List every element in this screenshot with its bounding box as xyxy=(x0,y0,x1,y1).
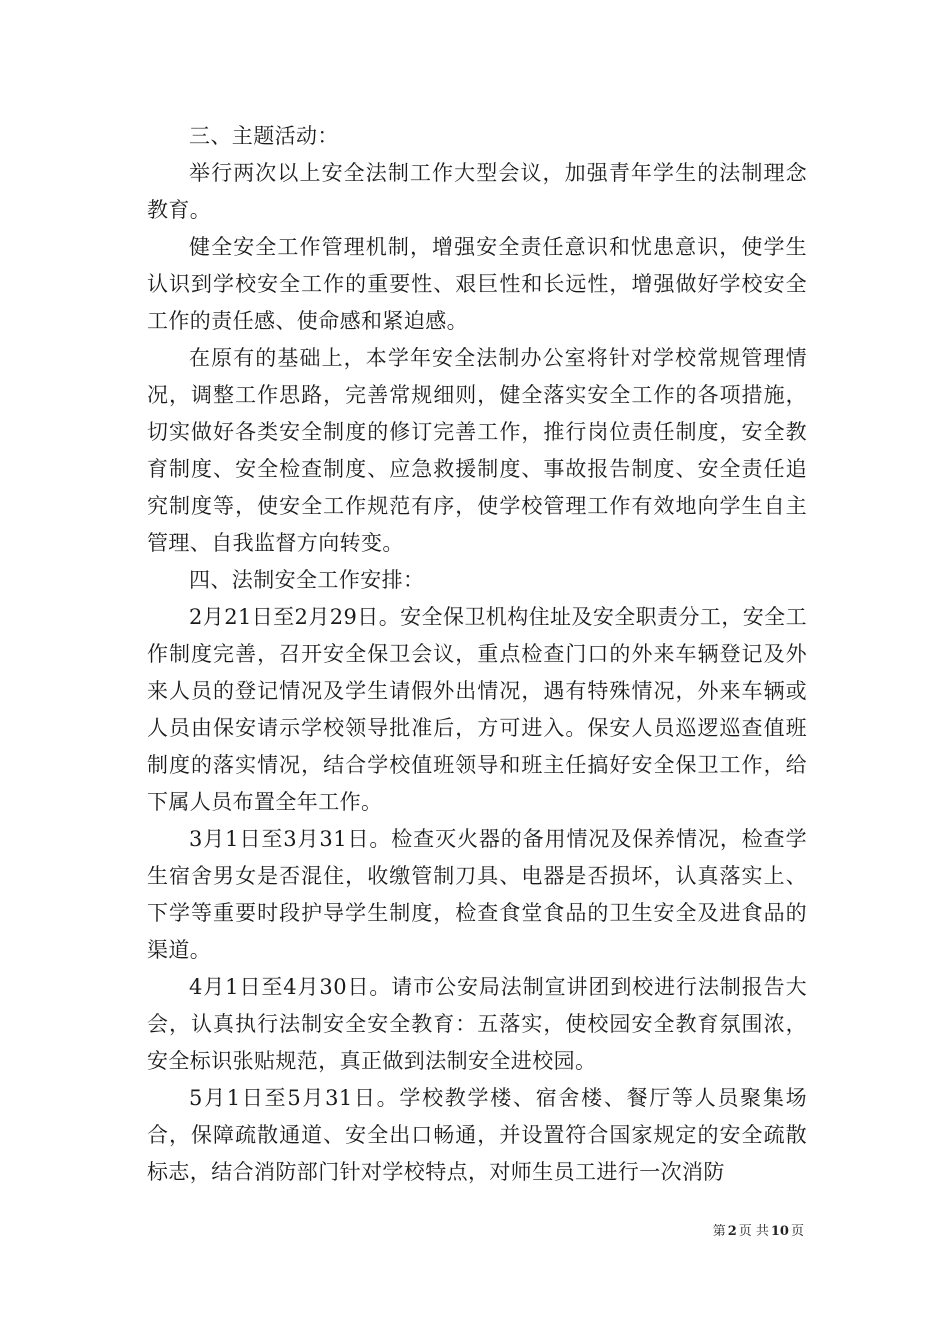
paragraph: 举行两次以上安全法制工作大型会议，加强青年学生的法制理念教育。 xyxy=(147,161,807,222)
footer-middle: 页 共 xyxy=(738,1224,769,1239)
footer-prefix: 第 xyxy=(712,1224,726,1239)
section-heading-work-arrangement: 四、法制安全工作安排： xyxy=(189,568,425,592)
paragraph: 2月21日至2月29日。安全保卫机构住址及安全职责分工，安全工作制度完善，召开安全保卫会议，重点检查门口的外来车辆登记及外来人员的登记情况及学生请假外出情况，遇有特殊情况，外来车辆或人员由保安请示学校领导批准后，方可进入。保安人员巡逻巡查值班制度的落实情况，结合学校值班领导和班主任搞好安全保卫工作，给下属人员布置全年工作。 xyxy=(147,605,807,814)
paragraph: 3月1日至3月31日。检查灭火器的备用情况及保养情况，检查学生宿舍男女是否混住，收缴管制刀具、电器是否损坏，认真落实上、下学等重要时段护导学生制度，检查食堂食品的卫生安全及进食品的渠道。 xyxy=(147,827,807,962)
footer-suffix: 页 xyxy=(790,1224,804,1239)
paragraph: 健全安全工作管理机制，增强安全责任意识和忧患意识，使学生认识到学校安全工作的重要性、艰巨性和长远性，增强做好学校安全工作的责任感、使命感和紧迫感。 xyxy=(147,235,807,333)
paragraph: 在原有的基础上，本学年安全法制办公室将针对学校常规管理情况，调整工作思路，完善常规细则，健全落实安全工作的各项措施，切实做好各类安全制度的修订完善工作，推行岗位责任制度，安全教育制度、安全检查制度、应急救援制度、事故报告制度、安全责任追究制度等，使安全工作规范有序，使学校管理工作有效地向学生自主管理、自我监督方向转变。 xyxy=(147,346,807,555)
paragraph: 4月1日至4月30日。请市公安局法制宣讲团到校进行法制报告大会，认真执行法制安全安全教育：五落实，使校园安全教育氛围浓，安全标识张贴规范，真正做到法制安全进校园。 xyxy=(147,975,807,1073)
paragraph: 5月1日至5月31日。学校教学楼、宿舍楼、餐厅等人员聚集场合，保障疏散通道、安全出口畅通，并设置符合国家规定的安全疏散标志，结合消防部门针对学校特点，对师生员工进行一次消防 xyxy=(147,1086,807,1184)
document-body xyxy=(147,118,807,1191)
section-heading-theme-activities: 三、主题活动： xyxy=(189,124,339,148)
total-page-count: 10 xyxy=(770,1224,789,1239)
page-number-footer xyxy=(713,1220,804,1239)
current-page-number: 2 xyxy=(727,1224,737,1239)
